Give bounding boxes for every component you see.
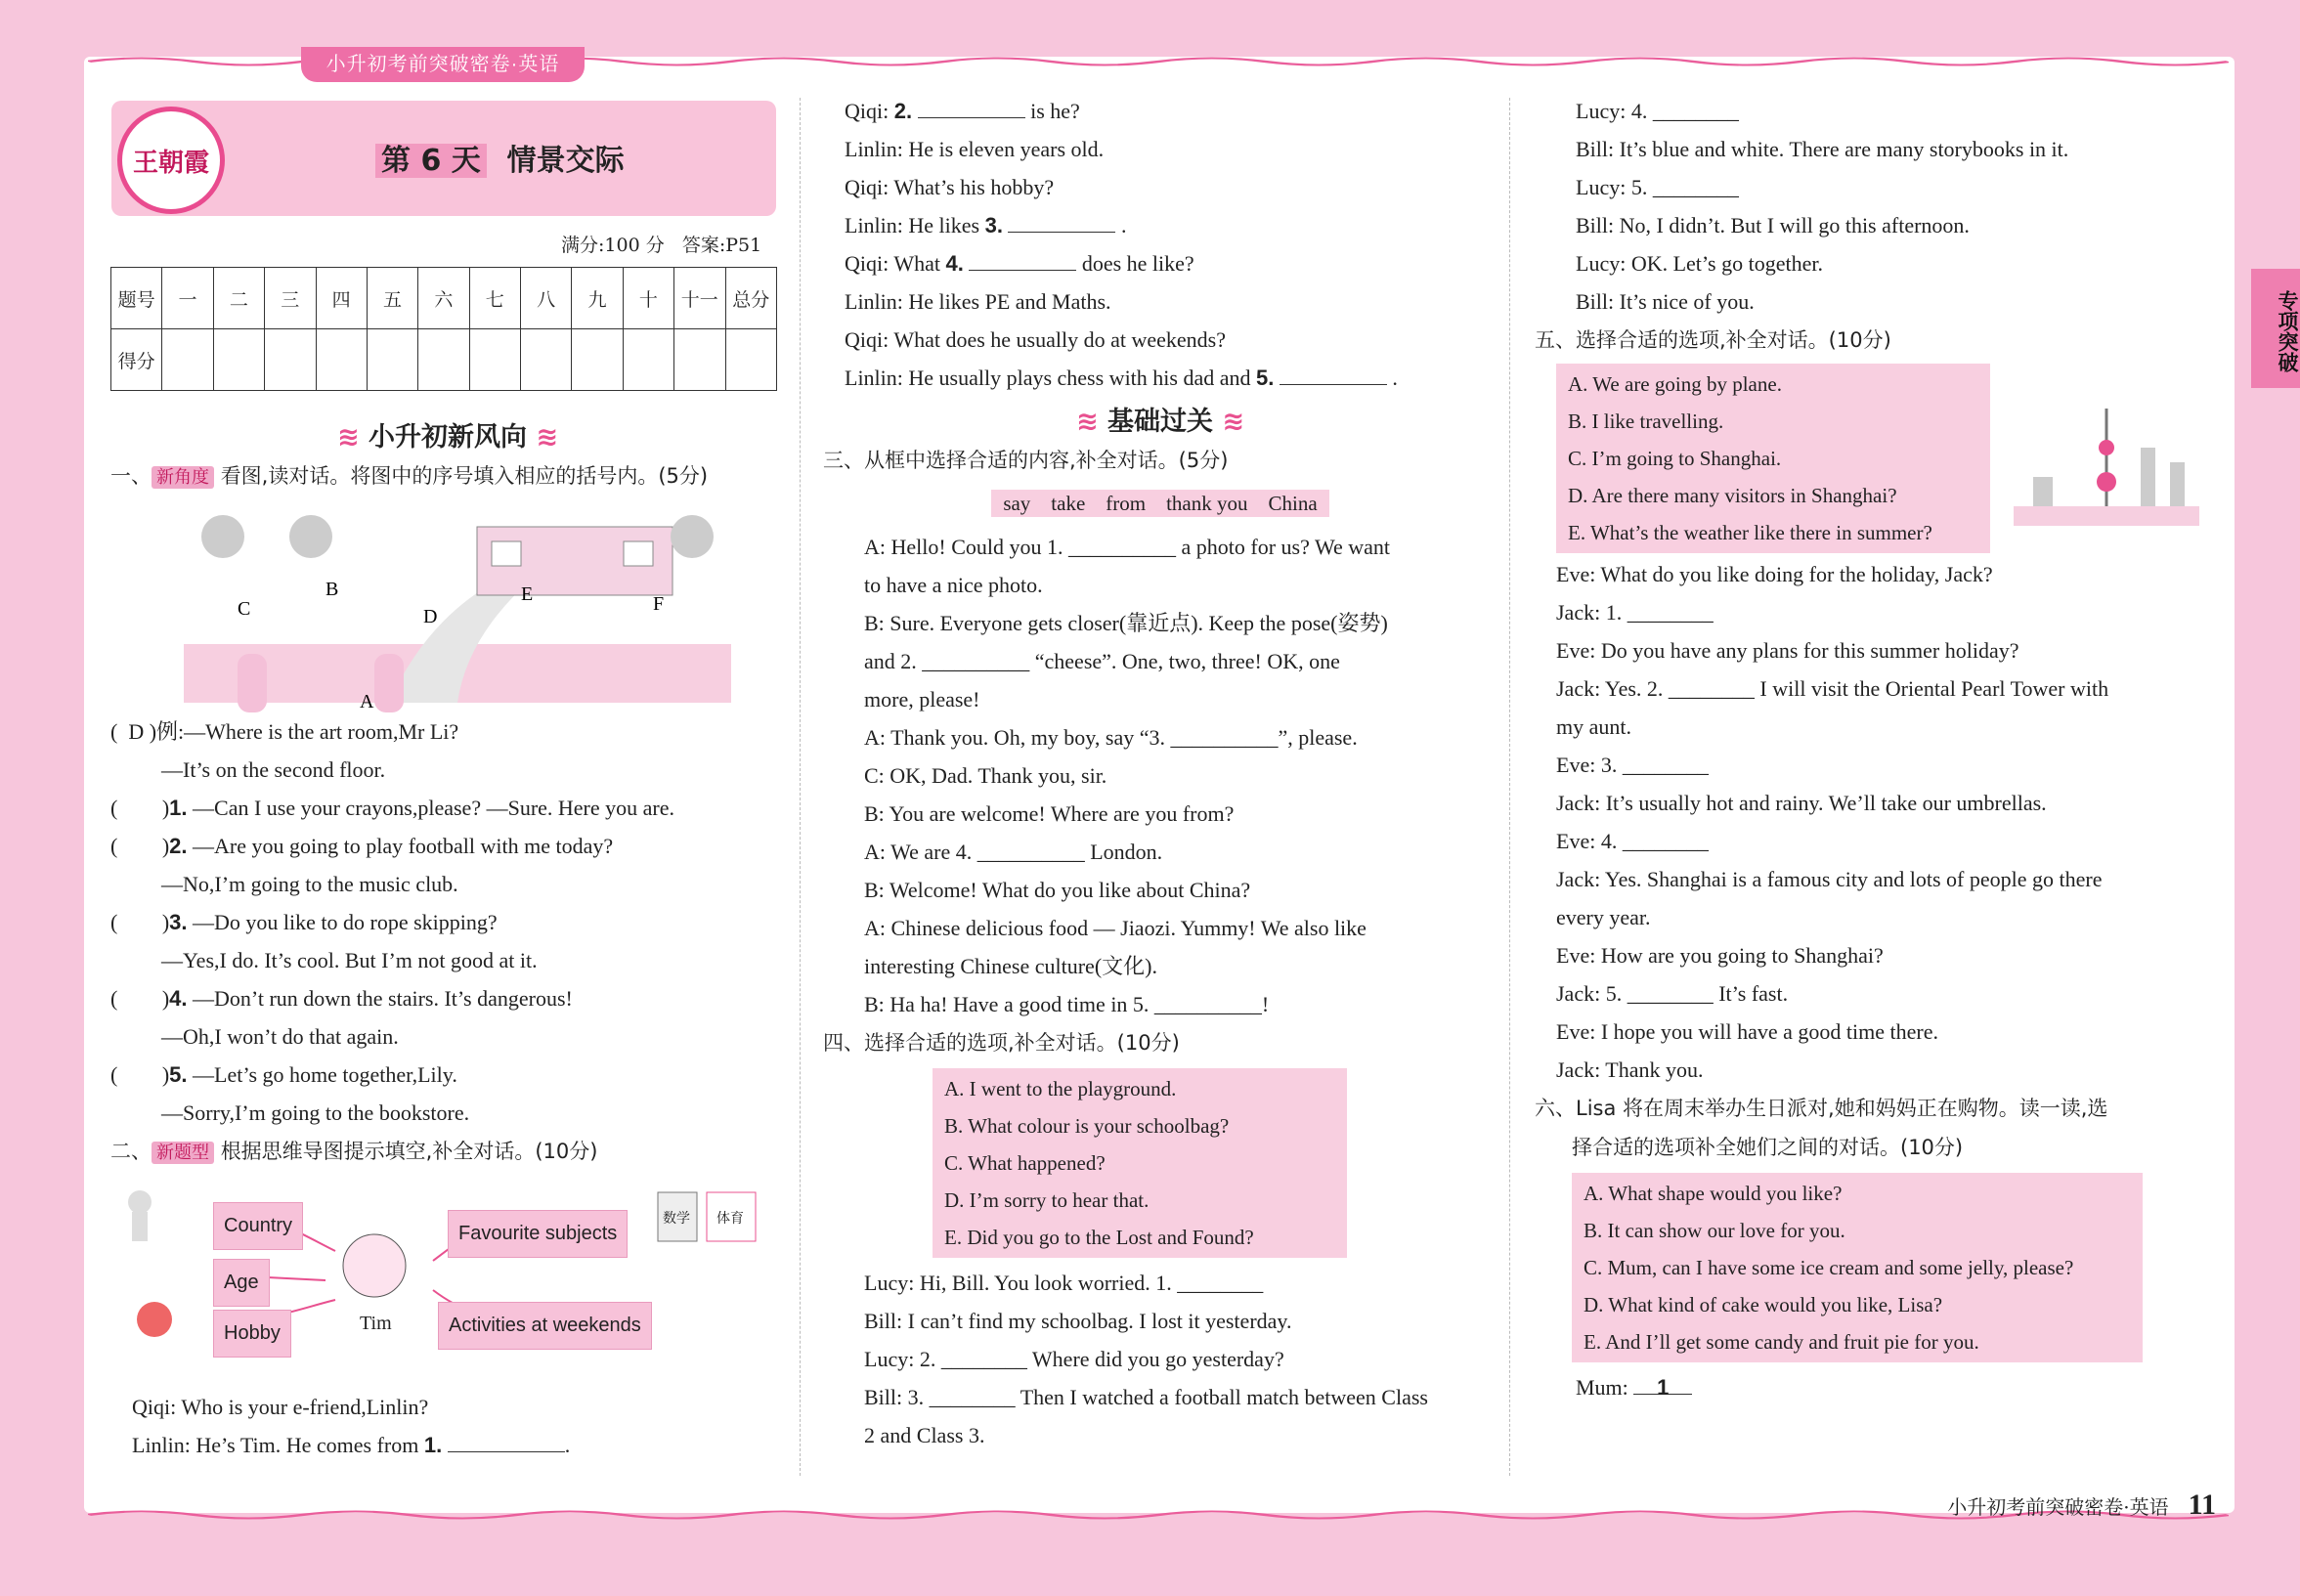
score-cell[interactable] bbox=[162, 329, 213, 391]
q6-heading-cont: 择合适的选项补全她们之间的对话。(10分) bbox=[1572, 1136, 1964, 1159]
q4-options-box bbox=[933, 1068, 1347, 1258]
option-item: D. Are there many visitors in Shanghai? bbox=[1568, 484, 1897, 507]
score-table bbox=[110, 267, 777, 391]
picture-label: D bbox=[423, 606, 438, 627]
full-score: 满分:100 分 bbox=[561, 235, 665, 256]
score-table-header: 总分 bbox=[725, 268, 777, 329]
question-item: ( )5. —Let’s go home together,Lily. bbox=[110, 1056, 785, 1094]
answer-paren[interactable] bbox=[123, 828, 162, 853]
dialogue-line: Eve: What do you like doing for the holiday, Jack? bbox=[1556, 562, 1993, 586]
picture-label: B bbox=[325, 579, 339, 600]
option-item: A. We are going by plane. bbox=[1568, 372, 1782, 396]
brand-logo: 王朝霞 bbox=[117, 107, 225, 214]
example-reply: —It’s on the second floor. bbox=[161, 757, 386, 782]
option-item: E. Did you go to the Lost and Found? bbox=[944, 1226, 1254, 1249]
q5-heading: 五、选择合适的选项,补全对话。(10分) bbox=[1535, 328, 1891, 352]
example-answer: D bbox=[128, 719, 145, 744]
dialogue-line: Linlin: He likes 3. . bbox=[845, 206, 1497, 244]
question-item: ( )2. —Are you going to play football with me today? bbox=[110, 827, 785, 865]
picture-label: E bbox=[521, 583, 534, 605]
question-item: ( )1. —Can I use your crayons,please? —Sure. Here you are. bbox=[110, 789, 785, 827]
q6-options-box bbox=[1572, 1173, 2143, 1362]
score-table-header: 七 bbox=[469, 268, 520, 329]
dialogue-line: and 2. __________ “cheese”. One, two, three! OK, one bbox=[864, 649, 1340, 673]
dialogue-line: Linlin: He likes PE and Maths. bbox=[845, 289, 1111, 314]
picture-label: A bbox=[360, 691, 374, 712]
day-number: 第 6 天 bbox=[375, 144, 487, 178]
score-cell[interactable] bbox=[213, 329, 264, 391]
score-meta bbox=[561, 231, 761, 257]
question-item: ( )4. —Don’t run down the stairs. It’s dangerous! bbox=[110, 979, 785, 1017]
score-table-header: 题号 bbox=[111, 268, 162, 329]
q6-heading: 六、Lisa 将在周末举办生日派对,她和妈妈正在购物。读一读,选 bbox=[1535, 1097, 2108, 1120]
option-item: B. It can show our love for you. bbox=[1584, 1219, 1845, 1242]
score-table-header: 四 bbox=[316, 268, 367, 329]
dialogue-line: Eve: I hope you will have a good time there. bbox=[1556, 1019, 1938, 1044]
dialogue-line: B: Sure. Everyone gets closer(靠近点). Keep the pose(姿势) bbox=[864, 611, 1388, 635]
picture-label: C bbox=[238, 598, 251, 620]
dialogue-line: B: You are welcome! Where are you from? bbox=[864, 801, 1235, 826]
score-table-header: 八 bbox=[521, 268, 572, 329]
mind-map-country: Country bbox=[213, 1202, 303, 1250]
dialogue-line: Lucy: 2. ________ Where did you go yesterday? bbox=[864, 1347, 1284, 1371]
shanghai-skyline-picture bbox=[2014, 409, 2199, 526]
dialogue-line: Jack: 1. ________ bbox=[1556, 600, 1714, 625]
dialogue-line: Qiqi: 2. is he? bbox=[845, 92, 1497, 130]
dialogue-line: Lucy: Hi, Bill. You look worried. 1. ________ bbox=[864, 1271, 1264, 1295]
dialogue-line: Bill: It’s blue and white. There are many storybooks in it. bbox=[1576, 137, 2069, 161]
left-column bbox=[110, 418, 785, 1464]
column-divider-2 bbox=[1509, 98, 1510, 1476]
dialogue-line: Qiqi: What does he usually do at weekends? bbox=[845, 327, 1226, 352]
section-banner-middle: ≋ 基础过关 ≋ bbox=[1075, 407, 1245, 437]
dialogue-line: my aunt. bbox=[1556, 714, 1631, 739]
dialogue-line: Jack: Yes. Shanghai is a famous city and lots of people go there bbox=[1556, 867, 2103, 891]
score-table-header: 三 bbox=[265, 268, 316, 329]
page-footer bbox=[1947, 1488, 2216, 1522]
answer-blank[interactable] bbox=[448, 1426, 565, 1452]
dialogue-line: Qiqi: What 4. does he like? bbox=[845, 244, 1497, 282]
mind-map-activities: Activities at weekends bbox=[438, 1302, 652, 1350]
math-book-label: 数学 bbox=[663, 1211, 690, 1227]
dialogue-line: more, please! bbox=[864, 687, 980, 712]
mum-line: Mum: 1 bbox=[1535, 1368, 2219, 1406]
page-number: 11 bbox=[2188, 1488, 2216, 1521]
footer-text: 小升初考前突破密卷·英语 bbox=[1947, 1495, 2169, 1519]
q5-options-box bbox=[1556, 364, 1990, 553]
dialogue-line: to have a nice photo. bbox=[864, 573, 1043, 597]
dialogue-line: Eve: 3. ________ bbox=[1556, 753, 1709, 777]
dialogue-line: every year. bbox=[1556, 905, 1651, 929]
option-item: D. What kind of cake would you like, Lisa? bbox=[1584, 1293, 1943, 1316]
dialogue-line: Bill: No, I didn’t. But I will go this afternoon. bbox=[1576, 213, 1970, 237]
score-cell[interactable] bbox=[725, 329, 777, 391]
series-header-tag: 小升初考前突破密卷·英语 bbox=[301, 47, 585, 82]
school-picture bbox=[184, 497, 731, 712]
dialogue-line: Linlin: He’s Tim. He comes from 1. . bbox=[110, 1426, 785, 1464]
picture-label: F bbox=[653, 593, 665, 615]
dialogue-line: 2 and Class 3. bbox=[864, 1423, 985, 1447]
question-reply: —No,I’m going to the music club. bbox=[161, 872, 458, 896]
dialogue-line: interesting Chinese culture(文化). bbox=[864, 954, 1157, 978]
score-cell[interactable] bbox=[521, 329, 572, 391]
dialogue-line: A: Hello! Could you 1. __________ a photo for us? We want bbox=[864, 535, 1390, 559]
dialogue-line: Qiqi: What’s his hobby? bbox=[845, 175, 1055, 199]
day-title bbox=[375, 136, 625, 179]
answer-blank[interactable] bbox=[1008, 206, 1115, 233]
dialogue-line: Lucy: 4. ________ bbox=[1576, 99, 1739, 123]
day-title-banner bbox=[111, 101, 776, 216]
dialogue-line: Linlin: He is eleven years old. bbox=[845, 137, 1105, 161]
answer-blank[interactable] bbox=[1280, 359, 1387, 385]
dialogue-line: A: We are 4. __________ London. bbox=[864, 840, 1163, 864]
dialogue-line: B: Welcome! What do you like about China? bbox=[864, 878, 1251, 902]
mind-map-favourite-subjects: Favourite subjects bbox=[448, 1210, 628, 1258]
score-table-header: 十一 bbox=[674, 268, 725, 329]
mind-map-center: Tim bbox=[360, 1313, 392, 1334]
dialogue-line: Lucy: OK. Let’s go together. bbox=[1576, 251, 1823, 276]
answer-paren[interactable] bbox=[123, 904, 162, 929]
q1-heading: 一、 新角度 看图,读对话。将图中的序号填入相应的括号内。(5分) bbox=[110, 464, 709, 488]
answer-blank[interactable] bbox=[969, 244, 1076, 271]
right-column bbox=[1535, 92, 2219, 1406]
score-table-header: 六 bbox=[418, 268, 469, 329]
dialogue-line: A: Thank you. Oh, my boy, say “3. __________”, please. bbox=[864, 725, 1358, 750]
score-cell[interactable] bbox=[674, 329, 725, 391]
score-table-header: 二 bbox=[213, 268, 264, 329]
option-item: E. What’s the weather like there in summer? bbox=[1568, 521, 1932, 544]
score-table-header: 五 bbox=[367, 268, 417, 329]
section-banner-left: ≋ 小升初新风向 ≋ bbox=[336, 422, 559, 453]
option-item: C. I’m going to Shanghai. bbox=[1568, 447, 1782, 470]
score-cell[interactable] bbox=[367, 329, 417, 391]
score-row-label: 得分 bbox=[111, 329, 162, 391]
dialogue-line: C: OK, Dad. Thank you, sir. bbox=[864, 763, 1107, 788]
dialogue-line: A: Chinese delicious food — Jiaozi. Yummy! We also like bbox=[864, 916, 1367, 940]
q4-heading: 四、选择合适的选项,补全对话。(10分) bbox=[823, 1031, 1180, 1055]
answer-blank[interactable] bbox=[918, 92, 1025, 118]
example-item: ( D )例:—Where is the art room,Mr Li? bbox=[110, 719, 459, 744]
option-item: A. What shape would you like? bbox=[1584, 1182, 1843, 1205]
option-item: E. And I’ll get some candy and fruit pie for you. bbox=[1584, 1330, 1979, 1354]
score-cell[interactable] bbox=[572, 329, 623, 391]
score-cell[interactable] bbox=[623, 329, 673, 391]
dialogue-line: Bill: It’s nice of you. bbox=[1576, 289, 1755, 314]
q3-heading: 三、从框中选择合适的内容,补全对话。(5分) bbox=[823, 449, 1229, 472]
dialogue-line: Lucy: 5. ________ bbox=[1576, 175, 1739, 199]
question-reply: —Oh,I won’t do that again. bbox=[161, 1024, 399, 1049]
mum-answer[interactable]: 1 bbox=[1633, 1368, 1692, 1395]
answer-paren[interactable] bbox=[123, 980, 162, 1006]
dialogue-line: Eve: How are you going to Shanghai? bbox=[1556, 943, 1884, 968]
q2-heading: 二、 新题型 根据思维导图提示填空,补全对话。(10分) bbox=[110, 1140, 598, 1163]
title-text: 情景交际 bbox=[506, 144, 625, 178]
pe-book-label: 体育 bbox=[716, 1211, 744, 1227]
q2-tag: 新题型 bbox=[152, 1142, 214, 1164]
dialogue-line: Eve: 4. ________ bbox=[1556, 829, 1709, 853]
middle-column bbox=[823, 92, 1497, 1454]
question-reply: —Yes,I do. It’s cool. But I’m not good at it. bbox=[161, 948, 538, 972]
score-table-header: 九 bbox=[572, 268, 623, 329]
score-cell[interactable] bbox=[418, 329, 469, 391]
word-box: say take from thank you China bbox=[991, 490, 1328, 517]
answer-paren[interactable] bbox=[123, 790, 162, 815]
dialogue-line: Qiqi: Who is your e-friend,Linlin? bbox=[132, 1395, 429, 1419]
option-item: B. What colour is your schoolbag? bbox=[944, 1114, 1230, 1138]
dialogue-line: Jack: Yes. 2. ________ I will visit the Oriental Pearl Tower with bbox=[1556, 676, 2109, 701]
option-item: D. I’m sorry to hear that. bbox=[944, 1188, 1150, 1212]
question-reply: —Sorry,I’m going to the bookstore. bbox=[161, 1100, 470, 1125]
option-item: B. I like travelling. bbox=[1568, 410, 1724, 433]
dialogue-line: Jack: It’s usually hot and rainy. We’ll take our umbrellas. bbox=[1556, 791, 2047, 815]
dialogue-line: B: Ha ha! Have a good time in 5. __________! bbox=[864, 992, 1270, 1016]
wave-border-bottom bbox=[88, 1508, 2229, 1522]
side-tab-label[interactable]: 专项突破 bbox=[2251, 269, 2300, 388]
q1-tag: 新角度 bbox=[152, 466, 214, 489]
dialogue-line: Bill: I can’t find my schoolbag. I lost it yesterday. bbox=[864, 1309, 1292, 1333]
question-item: ( )3. —Do you like to do rope skipping? bbox=[110, 903, 785, 941]
mind-map bbox=[110, 1173, 785, 1388]
score-cell[interactable] bbox=[265, 329, 316, 391]
dialogue-line: Eve: Do you have any plans for this summer holiday? bbox=[1556, 638, 2019, 663]
score-table-header: 一 bbox=[162, 268, 213, 329]
option-item: A. I went to the playground. bbox=[944, 1077, 1177, 1100]
answer-paren[interactable] bbox=[123, 1057, 162, 1082]
mind-map-age: Age bbox=[213, 1259, 270, 1307]
score-cell[interactable] bbox=[316, 329, 367, 391]
mind-map-hobby: Hobby bbox=[213, 1310, 291, 1358]
score-cell[interactable] bbox=[469, 329, 520, 391]
answer-page: 答案:P51 bbox=[681, 235, 762, 256]
column-divider-1 bbox=[800, 98, 801, 1476]
score-table-header: 十 bbox=[623, 268, 673, 329]
dialogue-line: Bill: 3. ________ Then I watched a football match between Class bbox=[864, 1385, 1428, 1409]
dialogue-line: Linlin: He usually plays chess with his dad and 5. . bbox=[845, 359, 1497, 397]
option-item: C. Mum, can I have some ice cream and some jelly, please? bbox=[1584, 1256, 2074, 1279]
dialogue-line: Jack: 5. ________ It’s fast. bbox=[1556, 981, 1789, 1006]
option-item: C. What happened? bbox=[944, 1151, 1106, 1175]
dialogue-line: Jack: Thank you. bbox=[1556, 1057, 1704, 1082]
